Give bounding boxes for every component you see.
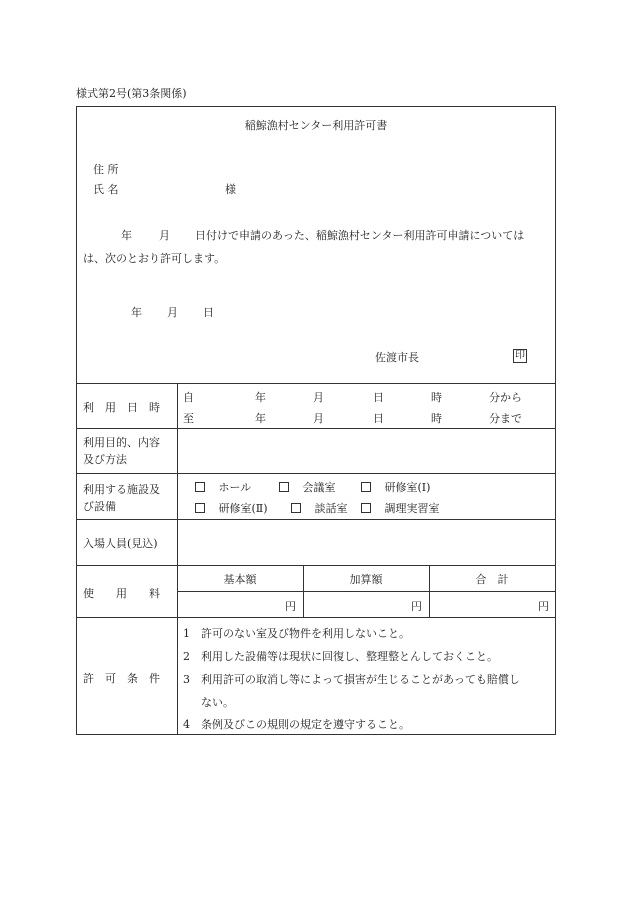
to-hour: 時 bbox=[431, 412, 442, 425]
checkbox-icon[interactable] bbox=[279, 482, 289, 492]
facilities-label-line1: 利用する施設及 bbox=[83, 483, 160, 496]
from-day: 日 bbox=[373, 391, 384, 404]
fee-unit-total: 円 bbox=[538, 600, 549, 613]
form-number: 様式第2号(第3条関係) bbox=[76, 87, 187, 100]
facility-hall[interactable] bbox=[195, 479, 251, 495]
facility-label: 調理実習室 bbox=[384, 502, 440, 515]
checkbox-icon[interactable] bbox=[361, 503, 371, 513]
fee-header-basic: 基本額 bbox=[223, 573, 257, 586]
address-label: 住 所 bbox=[93, 163, 119, 176]
name-label: 氏 名 bbox=[93, 183, 119, 196]
from-minute: 分から bbox=[489, 391, 522, 404]
facility-training-room-2[interactable] bbox=[195, 500, 268, 516]
checkbox-icon[interactable] bbox=[361, 482, 371, 492]
facility-lounge[interactable] bbox=[291, 500, 348, 516]
seal-mark: 印 bbox=[515, 350, 525, 361]
condition-item-3: 3 利用許可の取消し等によって損害が生じることがあっても賠償し bbox=[183, 673, 520, 686]
issue-date-day: 日 bbox=[203, 306, 214, 319]
body-line-1: 日付けで申請のあった、稲鯨漁村センター利用許可申請については bbox=[195, 229, 525, 242]
condition-item-3-cont: ない。 bbox=[201, 696, 234, 709]
conditions-label: 許 可 条 件 bbox=[83, 672, 160, 685]
fee-unit-basic: 円 bbox=[285, 600, 296, 613]
to-year: 年 bbox=[255, 412, 266, 425]
condition-item-1: 1 許可のない室及び物件を利用しないこと。 bbox=[183, 627, 410, 640]
to-day: 日 bbox=[373, 412, 384, 425]
facility-label: 研修室(Ⅱ) bbox=[218, 502, 268, 515]
from-prefix: 自 bbox=[183, 391, 194, 404]
usage-dates-label: 利 用 日 時 bbox=[83, 401, 160, 414]
facility-meeting-room[interactable] bbox=[279, 479, 336, 495]
facility-label: ホール bbox=[218, 481, 252, 494]
attendance-label: 入場人員(見込) bbox=[83, 537, 158, 550]
issue-date-year: 年 bbox=[131, 306, 142, 319]
facility-label: 談話室 bbox=[314, 502, 348, 515]
checkbox-icon[interactable] bbox=[291, 503, 301, 513]
condition-item-2: 2 利用した設備等は現状に回復し、整理整とんしておくこと。 bbox=[183, 650, 498, 663]
to-month: 月 bbox=[313, 412, 324, 425]
fee-header-additional: 加算額 bbox=[349, 573, 383, 586]
body-date-month: 月 bbox=[159, 229, 170, 242]
permit-form bbox=[76, 106, 556, 735]
from-year: 年 bbox=[255, 391, 266, 404]
body-line-2: は、次のとおり許可します。 bbox=[83, 252, 226, 265]
issuer-title: 佐渡市長 bbox=[375, 351, 419, 364]
document-title: 稲鯨漁村センター利用許可書 bbox=[244, 119, 388, 132]
issue-date-month: 月 bbox=[167, 306, 178, 319]
to-prefix: 至 bbox=[183, 412, 194, 425]
to-minute: 分まで bbox=[489, 412, 522, 425]
checkbox-icon[interactable] bbox=[195, 503, 205, 513]
fee-header-total: 合 計 bbox=[475, 573, 509, 586]
facility-label: 研修室(Ⅰ) bbox=[384, 481, 431, 494]
fee-unit-additional: 円 bbox=[411, 600, 422, 613]
condition-item-4: 4 条例及びこの規則の規定を遵守すること。 bbox=[183, 718, 410, 731]
purpose-label-line1: 利用目的、内容 bbox=[83, 436, 160, 449]
from-hour: 時 bbox=[431, 391, 442, 404]
purpose-label-line2: 及び方法 bbox=[83, 453, 127, 466]
honorific: 様 bbox=[225, 183, 236, 196]
facility-label: 会議室 bbox=[302, 481, 336, 494]
checkbox-icon[interactable] bbox=[195, 482, 205, 492]
from-month: 月 bbox=[313, 391, 324, 404]
fees-label: 使 用 料 bbox=[83, 587, 160, 600]
body-date-year: 年 bbox=[121, 229, 132, 242]
facilities-label-line2: び設備 bbox=[83, 500, 116, 513]
facility-training-room-1[interactable] bbox=[361, 479, 430, 495]
facility-cooking-room[interactable] bbox=[361, 500, 440, 516]
